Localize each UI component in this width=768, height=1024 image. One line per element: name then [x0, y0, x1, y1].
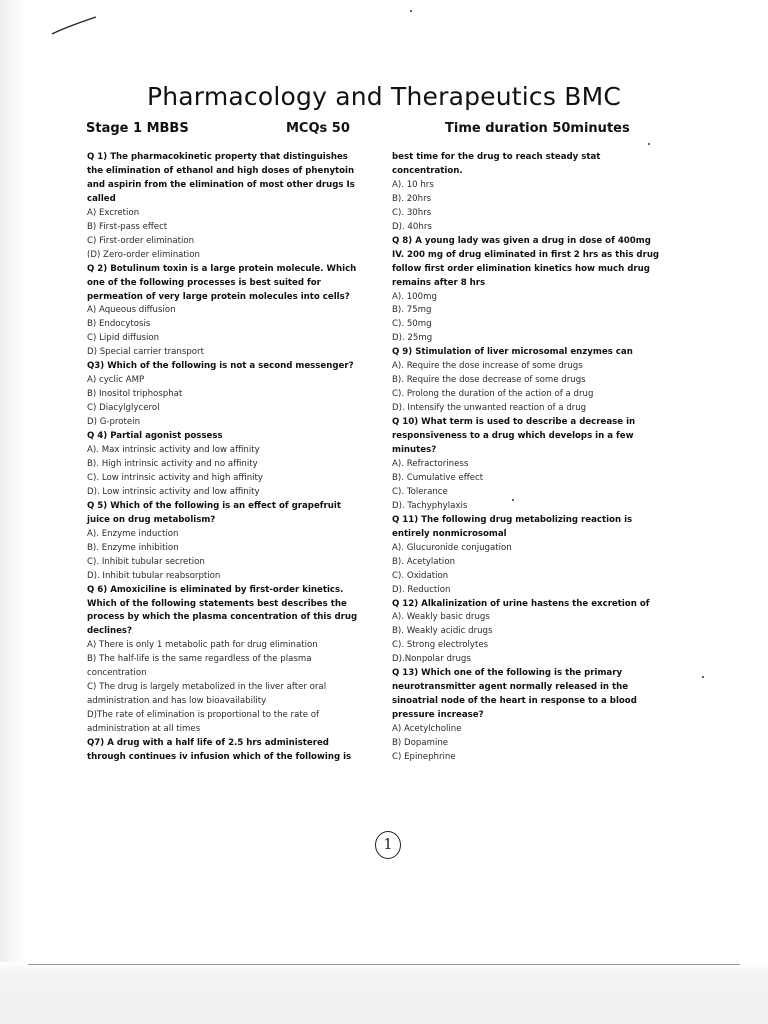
answer-option: B). 75mg [392, 305, 432, 316]
question-text: Q 8) A young lady was given a drug in dose of 400mg IV. 200 mg of drug eliminated in first 2 hrs as this drug follow first order elimination kinetics how much drug remains after 8 hrs [392, 235, 660, 288]
answer-option: C). Tolerance [392, 486, 448, 497]
answer-option: C) First-order elimination [87, 235, 195, 246]
answer-option: C). 30hrs [392, 207, 432, 218]
scan-speck [410, 10, 412, 12]
answer-option: A). Refractoriness [392, 458, 469, 469]
answer-option: B) Inositol triphosphat [87, 389, 183, 400]
question-text: Q 9) Stimulation of liver microsomal enzymes can [392, 347, 633, 358]
mcq-count-label: MCQs 50 [286, 121, 350, 136]
answer-option: D) G-protein [87, 417, 141, 428]
page-number: 1 [375, 831, 401, 859]
time-duration-label: Time duration 50minutes [445, 121, 630, 136]
question-text: Q3) Which of the following is not a second messenger? [87, 361, 354, 372]
answer-option: A). 100mg [392, 291, 437, 302]
scan-shadow-bottom [0, 962, 768, 1024]
scan-speck [702, 676, 704, 678]
answer-option: C). Strong electrolytes [392, 640, 489, 651]
answer-option: A). Max intrinsic activity and low affinity [87, 445, 260, 456]
answer-option: (D) Zero-order elimination [87, 249, 200, 260]
answer-option: A) Aqueous diffusion [87, 305, 176, 316]
question-text: Q 10) What term is used to describe a decrease in responsiveness to a drug which develops in a few minutes? [392, 417, 636, 456]
question-text: Q 6) Amoxiciline is eliminated by first-order kinetics. Which of the following statements best describes the process by which the plasma concentration of this drug declines? [87, 584, 358, 637]
answer-option: B) The half-life is the same regardless of the plasma concentration [87, 654, 312, 679]
answer-option: B). Cumulative effect [392, 472, 484, 483]
question-text: Q 5) Which of the following is an effect of grapefruit juice on drug metabolism? [87, 500, 341, 525]
answer-option: D).Nonpolar drugs [392, 654, 471, 665]
answer-option: B). Require the dose decrease of some drugs [392, 375, 586, 386]
question-text: Q 4) Partial agonist possess [87, 431, 223, 442]
question-text: Q 2) Botulinum toxin is a large protein molecule. Which one of the following processes is best suited for permeation of very large protein molecules into cells? [87, 263, 357, 302]
answer-option: C) Diacylglycerol [87, 403, 160, 414]
answer-option: A). Glucuronide conjugation [392, 542, 512, 553]
answer-option: D). Intensify the unwanted reaction of a drug [392, 403, 587, 414]
answer-option: A). Require the dose increase of some drugs [392, 361, 583, 372]
answer-option: B). Enzyme inhibition [87, 542, 179, 553]
answer-option: D). Low intrinsic activity and low affinity [87, 486, 260, 497]
question-text: Q 1) The pharmacokinetic property that distinguishes the elimination of ethanol and high doses of phenytoin and aspirin from the elimination of most other drugs Is called [87, 152, 355, 204]
question-text: Q 11) The following drug metabolizing reaction is entirely nonmicrosomal [392, 514, 633, 539]
answer-option: D). 25mg [392, 333, 433, 344]
answer-option: A) There is only 1 metabolic path for drug elimination [87, 640, 318, 651]
scan-edge-line [28, 964, 740, 965]
answer-option: C) Epinephrine [392, 751, 456, 762]
answer-option: A). 10 hrs [392, 179, 434, 190]
answer-option: B) First-pass effect [87, 221, 168, 232]
answer-option: C). Low intrinsic activity and high affinity [87, 472, 264, 483]
answer-option: A) cyclic AMP [87, 375, 145, 386]
answer-option: B). Weakly acidic drugs [392, 626, 493, 637]
scan-shadow-left [0, 0, 26, 1024]
answer-option: C) Lipid diffusion [87, 333, 160, 344]
answer-option: D). 40hrs [392, 221, 432, 232]
answer-option: B) Endocytosis [87, 319, 151, 330]
right-column [392, 151, 664, 765]
answer-option: D). Reduction [392, 584, 451, 595]
answer-option: C) The drug is largely metabolized in the liver after oral administration and has low bioavailability [87, 682, 327, 707]
stage-label: Stage 1 MBBS [86, 121, 189, 136]
question-text: Q7) A drug with a half life of 2.5 hrs administered through continues iv infusion which of the following is [87, 738, 352, 762]
question-text: Q 13) Which one of the following is the primary neurotransmitter agent normally released in the sinoatrial node of the heart in response to a blood pressure increase? [392, 668, 637, 721]
answer-option: A). Weakly basic drugs [392, 612, 490, 623]
question-text: best time for the drug to reach steady stat concentration. [392, 152, 601, 176]
answer-option: B). High intrinsic activity and no affinity [87, 458, 258, 469]
answer-option: A) Excretion [87, 207, 140, 218]
answer-option: D)The rate of elimination is proportional to the rate of administration at all times [87, 710, 320, 735]
question-text: Q 12) Alkalinization of urine hastens the excretion of [392, 598, 650, 609]
pen-stroke-mark [50, 14, 98, 38]
answer-option: D). Inhibit tubular reabsorption [87, 570, 221, 581]
left-column [87, 151, 359, 765]
answer-option: B). 20hrs [392, 193, 432, 204]
answer-option: C). Prolong the duration of the action of a drug [392, 389, 594, 400]
answer-option: B). Acetylation [392, 556, 456, 567]
answer-option: A). Enzyme induction [87, 528, 179, 539]
answer-option: D) Special carrier transport [87, 347, 204, 358]
answer-option: B) Dopamine [392, 738, 449, 749]
answer-option: C). Inhibit tubular secretion [87, 556, 205, 567]
scan-speck [648, 143, 650, 145]
page-title: Pharmacology and Therapeutics BMC [146, 82, 622, 111]
answer-option: A) Acetylcholine [392, 724, 462, 735]
answer-option: C). 50mg [392, 319, 432, 330]
answer-option: D). Tachyphylaxis [392, 500, 468, 511]
answer-option: C). Oxidation [392, 570, 449, 581]
